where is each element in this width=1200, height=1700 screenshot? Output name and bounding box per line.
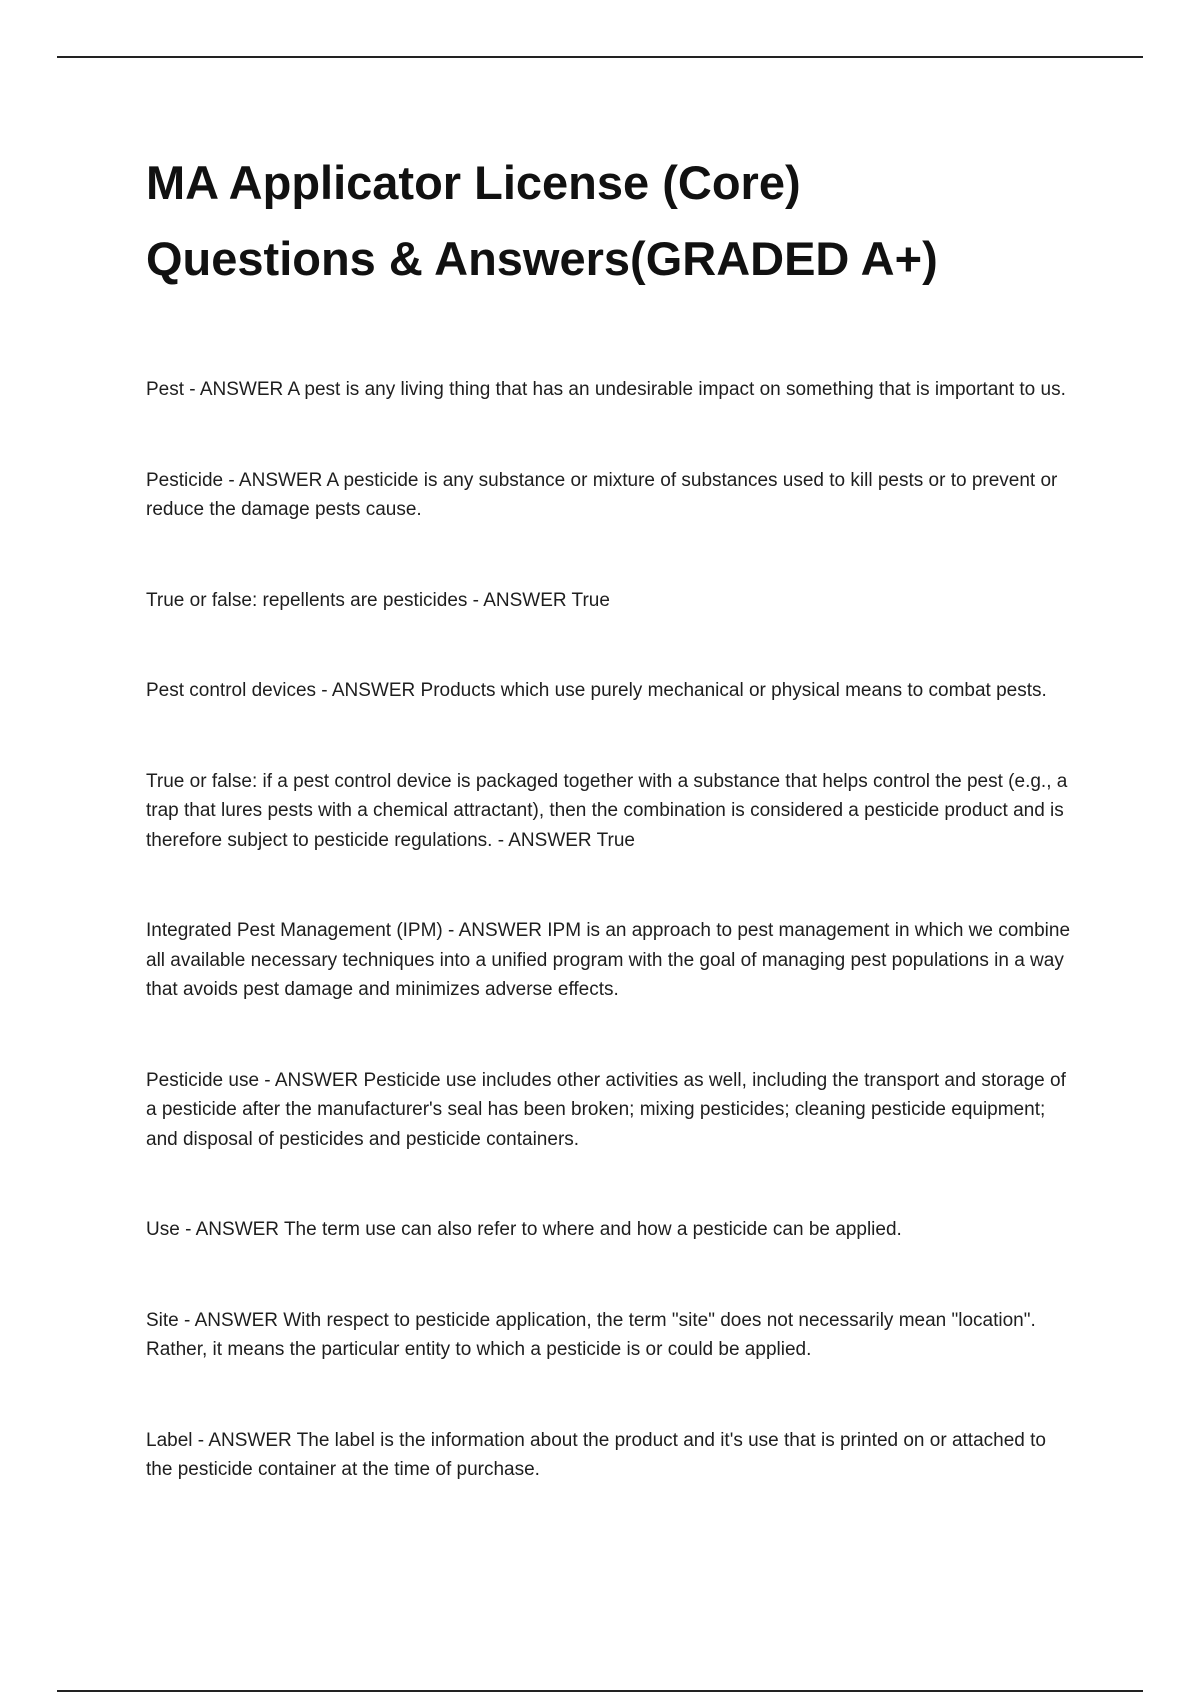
- qa-entry-pesticide-use: Pesticide use - ANSWER Pesticide use includes other activities as well, including the transport and storage of a pesticide after the manufacturer's seal has been broken; mixing pesticides; cleaning pesticide equipment; and disposal of pesticides and pesticide containers.: [146, 1069, 1066, 1150]
- document-body: [146, 145, 1076, 1546]
- qa-entry-pest-control-devices: Pest control devices - ANSWER Products which use purely mechanical or physical means to combat pests.: [146, 680, 1047, 701]
- qa-entry-pesticide: Pesticide - ANSWER A pesticide is any substance or mixture of substances used to kill pests or to prevent or reduce the damage pests cause.: [146, 469, 1058, 520]
- qa-entry-ipm: Integrated Pest Management (IPM) - ANSWER IPM is an approach to pest management in which we combine all available necessary techniques into a unified program with the goal of managing pest populations in a way that avoids pest damage and minimizes adverse effects.: [146, 920, 1071, 1000]
- title-line-1: MA Applicator License (Core): [146, 156, 801, 209]
- bottom-rule: [57, 1690, 1143, 1692]
- qa-entry-use: Use - ANSWER The term use can also refer to where and how a pesticide can be applied.: [146, 1219, 902, 1240]
- qa-entry-pest: Pest - ANSWER A pest is any living thing that has an undesirable impact on something that is important to us.: [146, 379, 1066, 400]
- qa-list: [146, 375, 1076, 1485]
- qa-entry-label: Label - ANSWER The label is the information about the product and it's use that is printed on or attached to the pesticide container at the time of purchase.: [146, 1429, 1046, 1480]
- top-rule: [57, 56, 1143, 58]
- title-line-2: Questions & Answers(GRADED A+): [146, 232, 938, 285]
- qa-entry-site: Site - ANSWER With respect to pesticide application, the term "site" does not necessarily mean "location". Rather, it means the particular entity to which a pesticide is or could be applied.: [146, 1309, 1036, 1360]
- qa-entry-repellents: True or false: repellents are pesticides - ANSWER True: [146, 589, 610, 611]
- document-title: [146, 145, 1076, 297]
- qa-entry-device-combination: True or false: if a pest control device is packaged together with a substance that helps control the pest (e.g., a trap that lures pests with a chemical attractant), then the combination is considered a pesticide product and is therefore subject to pesticide regulations. - ANSWER True: [146, 770, 1068, 851]
